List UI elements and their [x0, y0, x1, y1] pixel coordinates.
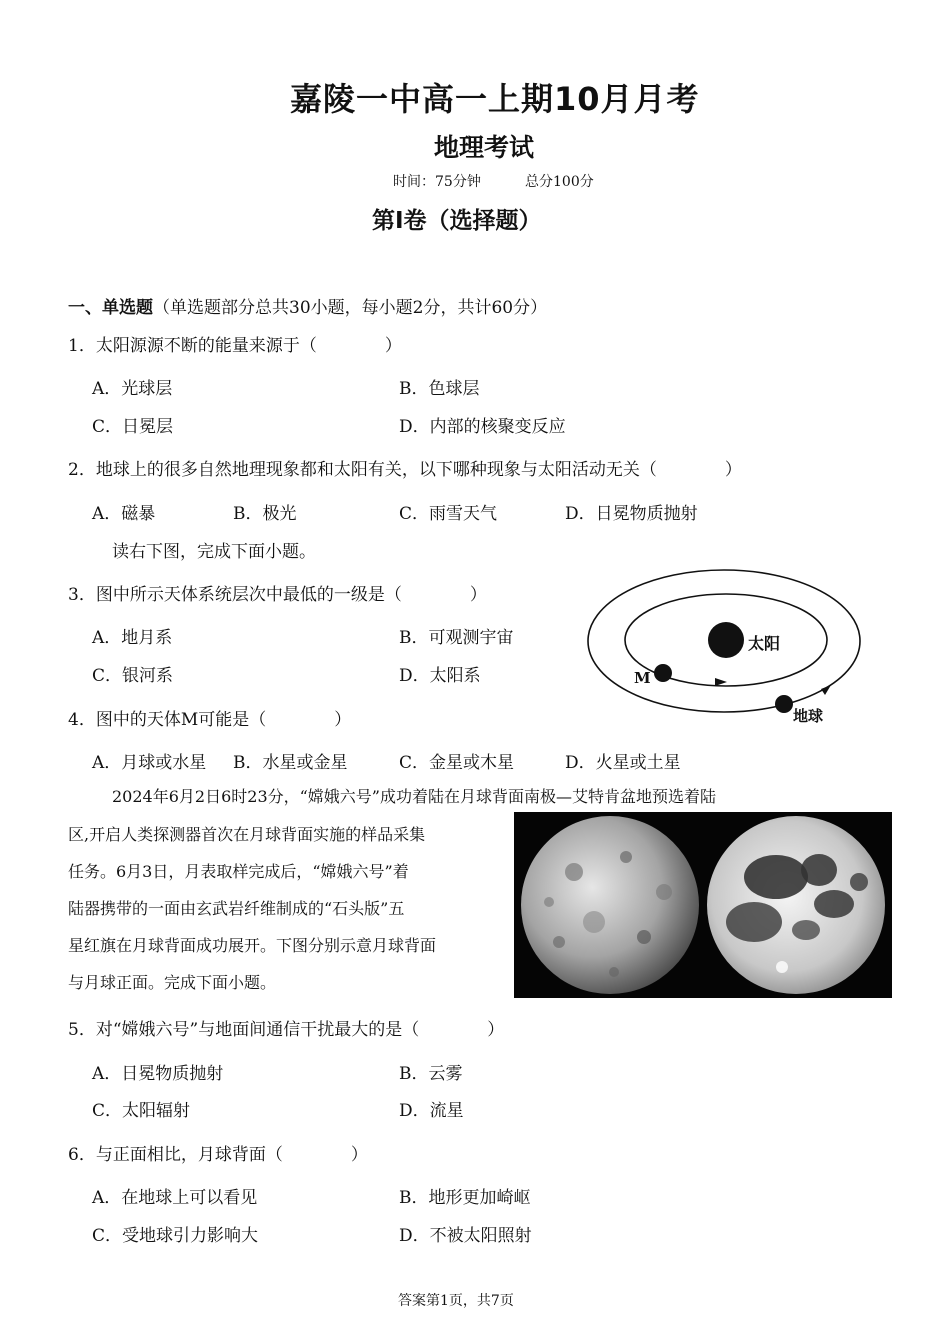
question-5-stem: 5．对“嫦娥六号”与地面间通信干扰最大的是（ ） — [68, 1020, 505, 1040]
question-6-option-d: D．不被太阳照射 — [399, 1226, 532, 1246]
exam-time: 时间：75分钟 — [393, 174, 481, 190]
m-orbit-arrow — [715, 678, 727, 686]
question-4-option-a: A．月球或水星 — [92, 753, 207, 773]
question-2-option-a: A．磁暴 — [92, 504, 156, 524]
passage-first-line: 2024年6月2日6时23分，“嫦娥六号”成功着陆在月球背面南极—艾特肯盆地预选着陆 — [112, 787, 716, 806]
question-3-option-a: A．地月系 — [92, 628, 173, 648]
moon-images — [514, 812, 892, 998]
question-4-option-d: D．火星或土星 — [565, 753, 681, 773]
question-4-stem: 4．图中的天体M可能是（ ） — [68, 710, 352, 730]
section-heading — [68, 293, 547, 318]
question-2-option-d: D．日冕物质抛射 — [565, 504, 698, 524]
exam-total-score: 总分100分 — [525, 174, 594, 190]
question-4-option-c: C．金星或木星 — [399, 753, 515, 773]
question-1-option-a: A．光球层 — [92, 379, 173, 399]
read-instruction: 读右下图，完成下面小题。 — [112, 542, 316, 562]
question-5-option-b: B．云雾 — [399, 1064, 463, 1084]
exam-subject: 地理考试 — [434, 133, 535, 162]
earth-label: 地球 — [793, 707, 824, 725]
volume-heading: 第Ⅰ卷（选择题） — [372, 208, 542, 234]
question-6-option-b: B．地形更加崎岖 — [399, 1188, 531, 1208]
passage-line-2: 区,开启人类探测器首次在月球背面实施的样品采集 — [68, 825, 426, 844]
question-5-option-c: C．太阳辐射 — [92, 1101, 191, 1121]
m-label: M — [634, 669, 651, 687]
question-5-option-a: A．日冕物质抛射 — [92, 1064, 224, 1084]
section-note: （单选题部分总共30小题，每小题2分，共计60分） — [153, 298, 548, 318]
earth-orbit-arrow — [821, 685, 831, 695]
exam-title: 嘉陵一中高一上期10月月考 — [290, 80, 700, 118]
moon-near-side — [707, 816, 885, 994]
passage-line-5: 星红旗在月球背面成功展开。下图分别示意月球背面 — [68, 936, 437, 955]
question-6-option-c: C．受地球引力影响大 — [92, 1226, 259, 1246]
page-footer: 答案第1页，共7页 — [398, 1293, 514, 1309]
question-2-option-b: B．极光 — [233, 504, 297, 524]
question-1-option-b: B．色球层 — [399, 379, 480, 399]
question-3-option-d: D．太阳系 — [399, 666, 481, 686]
section-title: 一、单选题 — [68, 298, 153, 318]
passage-line-3: 任务。6月3日，月表取样完成后，“嫦娥六号”着 — [68, 862, 409, 881]
question-5-option-d: D．流星 — [399, 1101, 464, 1121]
sun — [708, 622, 744, 658]
question-4-option-b: B．水星或金星 — [233, 753, 348, 773]
earth — [775, 695, 793, 713]
question-6-option-a: A．在地球上可以看见 — [92, 1188, 258, 1208]
body-m — [654, 664, 672, 682]
solar-system-diagram — [585, 568, 870, 728]
question-1-stem: 1．太阳源源不断的能量来源于（ ） — [68, 336, 402, 356]
passage-line-4: 陆器携带的一面由玄武岩纤维制成的“石头版”五 — [68, 899, 405, 918]
question-2-stem: 2．地球上的很多自然地理现象都和太阳有关，以下哪种现象与太阳活动无关（ ） — [68, 460, 742, 480]
question-3-option-b: B．可观测宇宙 — [399, 628, 514, 648]
question-1-option-d: D．内部的核聚变反应 — [399, 417, 566, 437]
question-2-option-c: C．雨雪天气 — [399, 504, 498, 524]
question-6-stem: 6．与正面相比，月球背面（ ） — [68, 1145, 368, 1165]
question-3-stem: 3．图中所示天体系统层次中最低的一级是（ ） — [68, 585, 487, 605]
question-3-option-c: C．银河系 — [92, 666, 174, 686]
sun-label: 太阳 — [748, 634, 781, 653]
moon-far-side — [521, 816, 699, 994]
passage-line-6: 与月球正面。完成下面小题。 — [68, 973, 277, 992]
question-1-option-c: C．日冕层 — [92, 417, 174, 437]
